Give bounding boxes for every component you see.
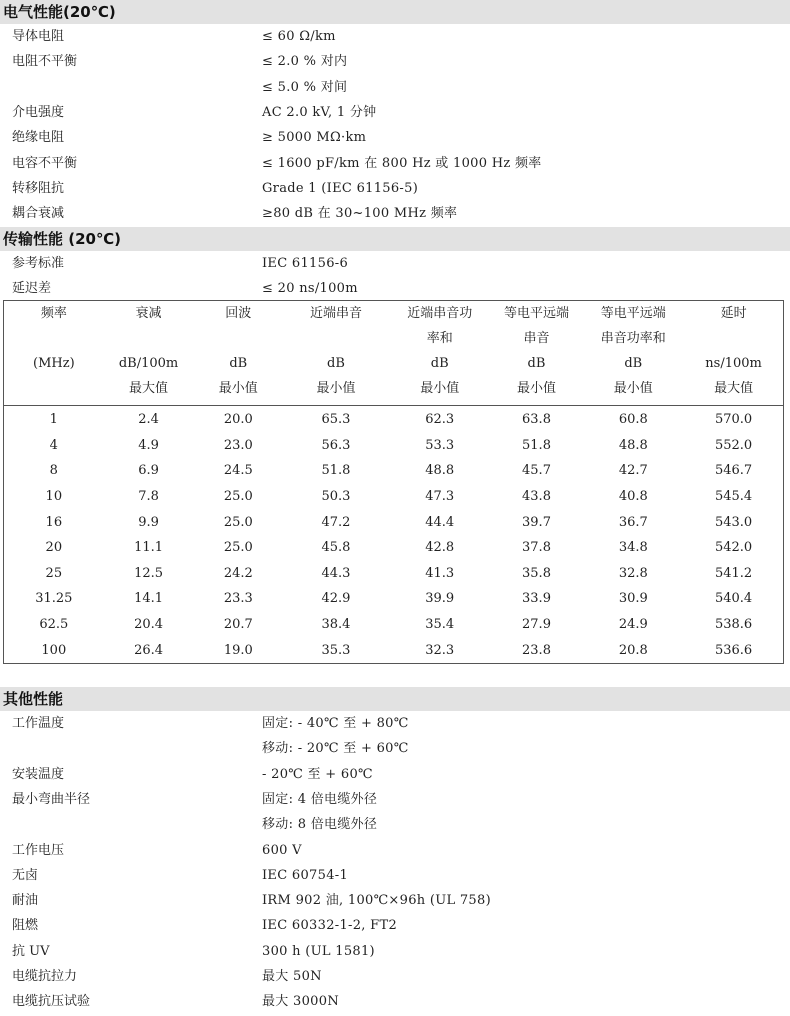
table-cell: 14.1 <box>134 591 164 607</box>
table-cell: 51.8 <box>522 437 551 453</box>
property-row <box>0 201 790 226</box>
table-cell: 62.3 <box>425 412 455 428</box>
table-cell: 36.7 <box>618 514 648 530</box>
table-cell: 9.9 <box>138 514 159 530</box>
table-cell: 34.8 <box>618 540 648 556</box>
table-cell: 4.9 <box>138 437 159 453</box>
table-cell: 37.8 <box>522 540 551 556</box>
table-cell: 1 <box>49 412 58 428</box>
table-cell: 536.6 <box>714 642 753 658</box>
table-cell: 543.0 <box>714 514 753 530</box>
property-row <box>0 736 790 761</box>
header-line: 衰减 <box>135 306 162 321</box>
table-cell: 24.9 <box>618 617 648 633</box>
table-cell: 20.0 <box>223 412 253 428</box>
property-row <box>0 863 790 888</box>
header-line: 串音 <box>523 331 550 346</box>
table-row <box>4 406 784 433</box>
table-cell: 538.6 <box>714 617 753 633</box>
table-cell: 24.2 <box>223 565 253 581</box>
table-cell: 23.8 <box>522 642 551 658</box>
table-cell: 545.4 <box>714 489 753 505</box>
table-cell: 7.8 <box>138 489 159 505</box>
property-label: 参考标准 <box>12 256 65 271</box>
table-cell: 23.3 <box>223 591 253 607</box>
property-row <box>0 838 790 863</box>
property-label: 最小弯曲半径 <box>12 791 91 807</box>
property-value: 固定: 4 倍电缆外径 <box>262 791 378 807</box>
property-label: 工作温度 <box>12 716 65 731</box>
table-cell: 542.0 <box>714 540 753 556</box>
table-cell: 60.8 <box>618 412 648 428</box>
property-row <box>0 964 790 989</box>
table-cell: 25.0 <box>223 489 253 505</box>
table-cell: 42.8 <box>425 540 455 556</box>
table-header-cell <box>104 301 194 406</box>
table-cell: 25.0 <box>223 540 253 556</box>
property-value: IEC 60332-1-2, FT2 <box>262 918 398 934</box>
property-value: ≤ 2.0 % 对内 <box>262 54 348 70</box>
header-line: dB <box>430 356 449 371</box>
property-row <box>0 989 790 1014</box>
property-value: 移动: - 20℃ 至 + 60℃ <box>262 741 409 757</box>
header-line: dB/100m <box>118 356 179 371</box>
table-cell: 24.5 <box>223 463 253 479</box>
table-row <box>4 612 784 638</box>
table-cell: 48.8 <box>425 463 455 479</box>
table-cell: 30.9 <box>618 591 648 607</box>
property-row <box>0 939 790 964</box>
property-row <box>0 151 790 176</box>
table-cell: 11.1 <box>134 540 164 556</box>
table-cell: 35.4 <box>425 617 455 633</box>
table-cell: 33.9 <box>522 591 551 607</box>
table-cell: 540.4 <box>714 591 753 607</box>
property-label: 安装温度 <box>12 766 65 782</box>
table-cell: 552.0 <box>714 437 753 453</box>
property-value: ≤ 5.0 % 对间 <box>262 79 348 95</box>
property-label: 电容不平衡 <box>12 155 78 171</box>
property-row <box>0 913 790 938</box>
table-cell: 39.7 <box>522 514 551 530</box>
property-label: 电缆抗压试验 <box>12 994 91 1010</box>
table-cell: 25.0 <box>223 514 253 530</box>
table-cell: 48.8 <box>618 437 648 453</box>
header-line: 延时 <box>720 306 747 321</box>
table-cell: 23.0 <box>223 437 253 453</box>
table-cell: 56.3 <box>321 437 351 453</box>
property-label: 无卤 <box>12 867 39 883</box>
table-header-cell <box>684 301 783 406</box>
property-label: 绝缘电阻 <box>12 130 65 146</box>
header-line: 等电平远端 <box>600 306 666 321</box>
property-value: 300 h (UL 1581) <box>262 943 375 959</box>
header-line: 等电平远端 <box>503 306 569 321</box>
table-cell: 19.0 <box>223 642 253 658</box>
table-cell: 25 <box>45 565 63 581</box>
header-line: dB <box>624 356 643 371</box>
table-cell: 65.3 <box>321 412 351 428</box>
table-cell: 32.8 <box>618 565 648 581</box>
property-label: 介电强度 <box>12 104 65 120</box>
table-cell: 20.4 <box>134 617 164 633</box>
property-label: 工作电压 <box>12 842 65 858</box>
table-cell: 62.5 <box>39 617 69 633</box>
table-cell: 53.3 <box>425 437 455 453</box>
table-header-cell <box>582 301 684 406</box>
header-line: 串音功率和 <box>600 331 666 346</box>
property-value: IRM 902 油, 100℃×96h (UL 758) <box>262 893 491 909</box>
property-label: 电缆抗拉力 <box>12 969 78 984</box>
property-value: ≤ 60 Ω/km <box>262 29 336 44</box>
table-cell: 2.4 <box>138 412 159 428</box>
header-line: 最大值 <box>714 381 754 396</box>
property-label: 耐油 <box>12 893 39 909</box>
table-cell: 51.8 <box>321 463 351 479</box>
header-line: 最小值 <box>420 381 460 396</box>
header-line <box>684 326 783 351</box>
property-label: 转移阻抗 <box>12 180 65 196</box>
table-cell: 20.7 <box>223 617 253 633</box>
property-row <box>0 251 790 276</box>
table-row <box>4 458 784 484</box>
header-line: dB <box>327 356 345 371</box>
header-line: 最小值 <box>516 381 556 396</box>
property-value: - 20℃ 至 + 60℃ <box>262 766 373 782</box>
header-line: 最小值 <box>218 381 258 396</box>
property-value: 600 V <box>262 842 302 858</box>
property-row <box>0 762 790 787</box>
property-value: ≥ 5000 MΩ·km <box>262 130 367 146</box>
header-line <box>193 326 283 351</box>
property-row <box>0 787 790 812</box>
table-cell: 63.8 <box>522 412 551 428</box>
header-line: (MHz) <box>33 356 75 371</box>
table-cell: 41.3 <box>425 565 455 581</box>
property-row <box>0 125 790 150</box>
table-cell: 45.7 <box>522 463 551 479</box>
table-cell: 27.9 <box>522 617 551 633</box>
table-body <box>4 406 784 664</box>
table-cell: 20 <box>45 540 63 556</box>
section-title-electrical: 电气性能(20℃) <box>0 0 790 24</box>
table-header-cell <box>283 301 389 406</box>
table-cell: 42.9 <box>321 591 351 607</box>
property-row <box>0 100 790 125</box>
property-row <box>0 176 790 201</box>
property-row <box>0 812 790 837</box>
table-header-cell <box>491 301 583 406</box>
table-cell: 546.7 <box>714 463 753 479</box>
property-row <box>0 24 790 49</box>
property-value: 移动: 8 倍电缆外径 <box>262 817 378 833</box>
property-value: AC 2.0 kV, 1 分钟 <box>262 104 377 120</box>
section-title-other: 其他性能 <box>0 687 790 711</box>
table-cell: 45.8 <box>321 540 351 556</box>
table-cell: 12.5 <box>134 565 164 581</box>
table-cell: 16 <box>45 514 63 530</box>
header-line <box>104 326 194 351</box>
section-title-transmission: 传输性能 (20℃) <box>0 227 790 251</box>
table-cell: 43.8 <box>522 489 551 505</box>
table-cell: 32.3 <box>425 642 455 658</box>
property-value: ≤ 1600 pF/km 在 800 Hz 或 1000 Hz 频率 <box>262 155 542 171</box>
transmission-table <box>3 300 784 664</box>
table-cell: 38.4 <box>321 617 351 633</box>
property-value: IEC 61156-6 <box>262 256 349 271</box>
property-row <box>0 75 790 100</box>
table-header-cell <box>4 301 104 406</box>
header-line: 最大值 <box>129 381 169 396</box>
header-line: 最小值 <box>613 381 653 396</box>
table-row <box>4 637 784 663</box>
table-cell: 26.4 <box>134 642 164 658</box>
property-row <box>0 49 790 74</box>
property-value: ≤ 20 ns/100m <box>262 281 358 297</box>
table-cell: 541.2 <box>714 565 753 581</box>
table-cell: 44.4 <box>425 514 455 530</box>
table-header-row <box>4 301 784 406</box>
property-value: 固定: - 40℃ 至 + 80℃ <box>262 716 409 731</box>
table-header-cell <box>389 301 491 406</box>
property-row <box>0 276 790 301</box>
property-label: 阻燃 <box>12 918 39 934</box>
header-line: 频率 <box>40 306 67 321</box>
table-cell: 50.3 <box>321 489 351 505</box>
property-label: 导体电阻 <box>12 29 65 44</box>
header-line: 近端串音 <box>309 306 362 321</box>
table-cell: 10 <box>45 489 63 505</box>
property-label: 电阻不平衡 <box>12 54 78 70</box>
table-row <box>4 484 784 510</box>
table-cell: 35.8 <box>522 565 551 581</box>
header-line: 率和 <box>426 331 453 346</box>
header-line: dB <box>229 356 248 371</box>
property-value: Grade 1 (IEC 61156-5) <box>262 180 419 196</box>
table-cell: 35.3 <box>321 642 351 658</box>
table-cell: 31.25 <box>35 591 73 607</box>
property-value: 最大 3000N <box>262 994 339 1010</box>
property-label: 耦合衰减 <box>12 206 65 222</box>
table-row <box>4 535 784 561</box>
table-cell: 8 <box>49 463 58 479</box>
table-cell: 47.3 <box>425 489 455 505</box>
table-row <box>4 433 784 459</box>
property-label: 抗 UV <box>12 943 50 959</box>
table-cell: 100 <box>41 642 67 658</box>
table-cell: 39.9 <box>425 591 455 607</box>
header-line: ns/100m <box>705 356 762 371</box>
table-cell: 570.0 <box>714 412 753 428</box>
table-header-cell <box>193 301 283 406</box>
table-cell: 40.8 <box>618 489 648 505</box>
header-line: 回波 <box>225 306 252 321</box>
property-row <box>0 711 790 736</box>
table-cell: 47.2 <box>321 514 351 530</box>
header-line: 近端串音功 <box>407 306 473 321</box>
table-cell: 42.7 <box>618 463 648 479</box>
header-line: 最小值 <box>316 381 356 396</box>
table-row <box>4 509 784 535</box>
header-line <box>4 326 104 351</box>
header-line: dB <box>527 356 546 371</box>
property-label: 延迟差 <box>12 281 52 297</box>
property-row <box>0 888 790 913</box>
table-cell: 6.9 <box>138 463 159 479</box>
table-cell: 4 <box>49 437 58 453</box>
property-value: ≥80 dB 在 30~100 MHz 频率 <box>262 206 458 222</box>
table-row <box>4 561 784 587</box>
table-cell: 44.3 <box>321 565 351 581</box>
property-value: IEC 60754-1 <box>262 867 349 883</box>
property-value: 最大 50N <box>262 969 322 984</box>
table-cell: 20.8 <box>618 642 648 658</box>
header-line <box>4 376 104 401</box>
header-line <box>283 326 389 351</box>
table-row <box>4 586 784 612</box>
